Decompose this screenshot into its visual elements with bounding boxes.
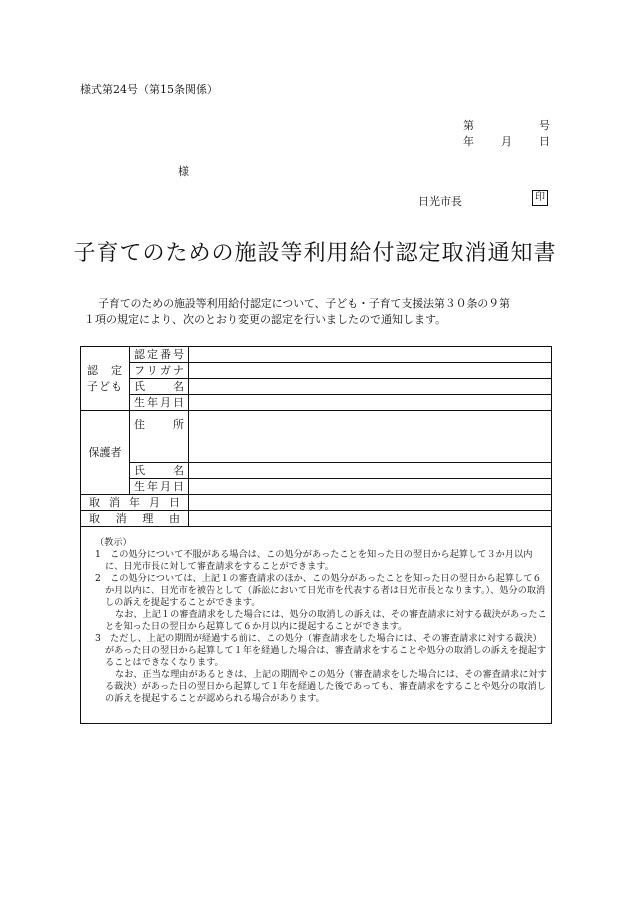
number-label: 第: [463, 119, 474, 132]
instruction-item-2: 2 この処分については、上記１の審査請求のほか、この処分があったことを知った日の翌日から起算して６か月以内に、日光市を被告として（訴訟において日光市を代表する者は日光市長となります。）、処分の取消しの訴えを提起することができます。: [95, 573, 546, 608]
instructions-heading: （教示）: [95, 537, 132, 548]
issuer-name: 日光市長: [418, 195, 462, 208]
field-label-child-birthdate: 生年月日: [130, 395, 189, 411]
furigana-value[interactable]: [189, 363, 552, 379]
field-label-address: 住 所: [130, 411, 189, 463]
field-label-child-name: 氏 名: [130, 379, 189, 395]
intro-line-2: １項の規定により、次のとおり変更の認定を行いましたので通知します。: [84, 313, 447, 326]
guardian-group-label: 保護者: [81, 411, 130, 495]
intro-line-1: 子育てのための施設等利用給付認定について、子ども・子育て支援法第３０条の９第: [98, 297, 510, 310]
form-number: 様式第24号（第15条関係）: [80, 83, 218, 96]
day-label: 日: [539, 135, 550, 148]
child-name-value[interactable]: [189, 379, 552, 395]
seal-mark: 印: [532, 190, 548, 206]
certification-table: [80, 346, 552, 527]
intro-text: [84, 296, 554, 328]
guardian-address-value[interactable]: [189, 411, 552, 463]
cancel-date-value[interactable]: [189, 495, 552, 511]
document-title: 子育てのための施設等利用給付認定取消通知書: [73, 241, 557, 266]
instruction-item-3-note: なお、正当な理由があるときは、上記の期間やこの処分（審査請求をした場合には、その審査請求に対する裁決）があった日の翌日から起算して１年を経過した後であっても、審査請求をすることや処分の取消しの訴えを提起することが認められる場合があります。: [105, 669, 547, 704]
number-suffix: 号: [539, 119, 550, 132]
field-label-cancel-date: 取消年月日: [81, 495, 189, 511]
cert-number-value[interactable]: [189, 347, 552, 363]
field-label-cancel-reason: 取消理由: [81, 511, 189, 527]
field-label-guardian-birthdate: 生年月日: [130, 479, 189, 495]
addressee-suffix: 様: [178, 165, 189, 178]
field-label-guardian-name: 氏 名: [130, 463, 189, 479]
instruction-item-2-note: なお、上記１の審査請求をした場合には、処分の取消しの訴えは、その審査請求に対する裁決があったことを知った日の翌日から起算して６か月以内に提起することができます。: [105, 609, 547, 632]
guardian-birthdate-value[interactable]: [189, 479, 552, 495]
year-label: 年: [463, 135, 474, 148]
field-label-furigana: フリガナ: [130, 363, 189, 379]
month-label: 月: [501, 135, 512, 148]
instructions-box: [80, 519, 552, 724]
instructions-text: [95, 537, 547, 705]
child-group-label: 認 定 子ども: [81, 347, 130, 411]
instruction-item-3: 3 ただし、上記の期間が経過する前に、この処分（審査請求をした場合には、その審査請求に対する裁決）があった日の翌日から起算して１年を経過した場合は、審査請求をすることや処分の取消しの訴えを提起することはできなくなります。: [95, 633, 546, 668]
instruction-item-1: 1 この処分について不服がある場合は、この処分があったことを知った日の翌日から起算して３か月以内に、日光市長に対して審査請求をすることができます。: [95, 549, 533, 572]
guardian-name-value[interactable]: [189, 463, 552, 479]
field-label-cert-number: 認定番号: [130, 347, 189, 363]
child-birthdate-value[interactable]: [189, 395, 552, 411]
